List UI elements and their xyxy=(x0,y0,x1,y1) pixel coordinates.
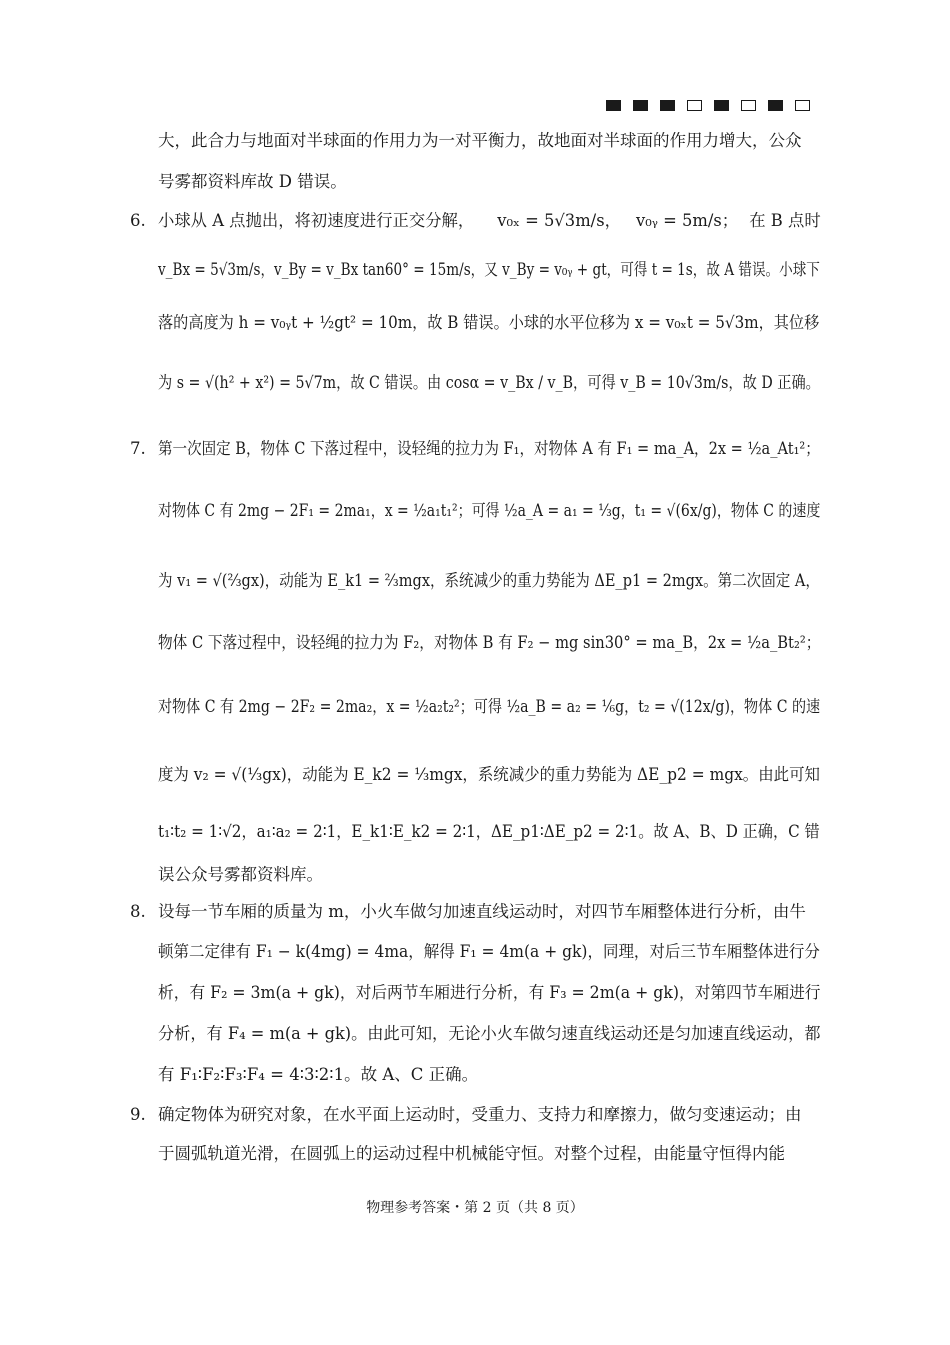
text-line: 顿第二定律有 F₁ − k(4mg) = 4ma，解得 F₁ = 4m(a + gk)，同理，对后三节车厢整体进行分 xyxy=(158,942,820,961)
text-line: 有 F₁∶F₂∶F₃∶F₄ = 4∶3∶2∶1。故 A、C 正确。 xyxy=(158,1065,479,1084)
text-line: v_Bx = 5√3m/s，v_By = v_Bx tan60° = 15m/s，又 v_By = v₀ᵧ + gt，可得 t = 1s，故 A 错误。小球下 xyxy=(158,260,820,279)
question-number: 7. xyxy=(130,439,146,458)
header-mark xyxy=(768,100,783,111)
header-mark xyxy=(741,100,756,111)
question-number: 6. xyxy=(130,211,146,230)
text-line: 对物体 C 有 2mg − 2F₂ = 2ma₂，x = ½a₂t₂²；可得 ½a_B = a₂ = ⅙g，t₂ = √(12x/g)，物体 C 的速 xyxy=(158,697,821,716)
text-line: 分析，有 F₄ = m(a + gk)。由此可知，无论小火车做匀速直线运动还是匀加速直线运动，都 xyxy=(158,1024,821,1043)
text-line: 物体 C 下落过程中，设轻绳的拉力为 F₂，对物体 B 有 F₂ − mg sin30° = ma_B，2x = ½a_Bt₂²； xyxy=(158,633,821,652)
text-line: 于圆弧轨道光滑，在圆弧上的运动过程中机械能守恒。对整个过程，由能量守恒得内能 xyxy=(158,1144,785,1163)
text-line: 对物体 C 有 2mg − 2F₁ = 2ma₁，x = ½a₁t₁²；可得 ½a_A = a₁ = ⅓g，t₁ = √(6x/g)，物体 C 的速度 xyxy=(158,501,821,520)
text-line: 号雾都资料库故 D 错误。 xyxy=(158,172,347,191)
header-mark xyxy=(660,100,675,111)
text-line: 析，有 F₂ = 3m(a + gk)，对后两节车厢进行分析，有 F₃ = 2m(a + gk)，对第四节车厢进行 xyxy=(158,983,821,1002)
q6-at-b: 在 B 点时 xyxy=(749,211,821,230)
header-mark xyxy=(795,100,810,111)
question-number: 9. xyxy=(130,1105,146,1124)
text-line: 第一次固定 B，物体 C 下落过程中，设轻绳的拉力为 F₁，对物体 A 有 F₁ = ma_A，2x = ½a_At₁²； xyxy=(158,439,820,458)
text-line: 为 v₁ = √(⅔gx)，动能为 E_k1 = ⅔mgx，系统减少的重力势能为 ΔE_p1 = 2mgx。第二次固定 A， xyxy=(158,571,820,590)
header-mark xyxy=(606,100,621,111)
text-line: 为 s = √(h² + x²) = 5√7m，故 C 错误。由 cosα = v_Bx / v_B，可得 v_B = 10√3m/s，故 D 正确。 xyxy=(158,373,820,392)
question-number: 8. xyxy=(130,902,146,921)
header-mark xyxy=(714,100,729,111)
text-line: 大，此合力与地面对半球面的作用力为一对平衡力，故地面对半球面的作用力增大，公众 xyxy=(158,131,802,150)
q6-intro: 小球从 A 点抛出，将初速度进行正交分解， xyxy=(158,211,475,230)
page-footer: 物理参考答案・第 2 页（共 8 页） xyxy=(366,1200,584,1216)
text-line: 设每一节车厢的质量为 m，小火车做匀加速直线运动时，对四节车厢整体进行分析，由牛 xyxy=(158,902,806,921)
text-line: t₁∶t₂ = 1∶√2，a₁∶a₂ = 2∶1，E_k1∶E_k2 = 2∶1，ΔE_p1∶ΔE_p2 = 2∶1。故 A、B、D 正确，C 错 xyxy=(158,822,820,841)
text-line: 落的高度为 h = v₀ᵧt + ½gt² = 10m，故 B 错误。小球的水平位移为 x = v₀ₓt = 5√3m，其位移 xyxy=(158,313,820,332)
header-marks xyxy=(606,100,822,114)
header-mark xyxy=(633,100,648,111)
text-line: 确定物体为研究对象，在水平面上运动时，受重力、支持力和摩擦力，做匀变速运动；由 xyxy=(158,1105,802,1124)
text-line: 度为 v₂ = √(⅓gx)，动能为 E_k2 = ⅓mgx，系统减少的重力势能为 ΔE_p2 = mgx。由此可知 xyxy=(158,765,820,784)
text-line xyxy=(158,210,821,232)
header-mark xyxy=(687,100,702,111)
text-line: 误公众号雾都资料库。 xyxy=(158,865,323,884)
q6-v0x: v₀ₓ = 5√3m/s， xyxy=(497,211,621,230)
q6-v0y: v₀ᵧ = 5m/s； xyxy=(636,211,739,230)
